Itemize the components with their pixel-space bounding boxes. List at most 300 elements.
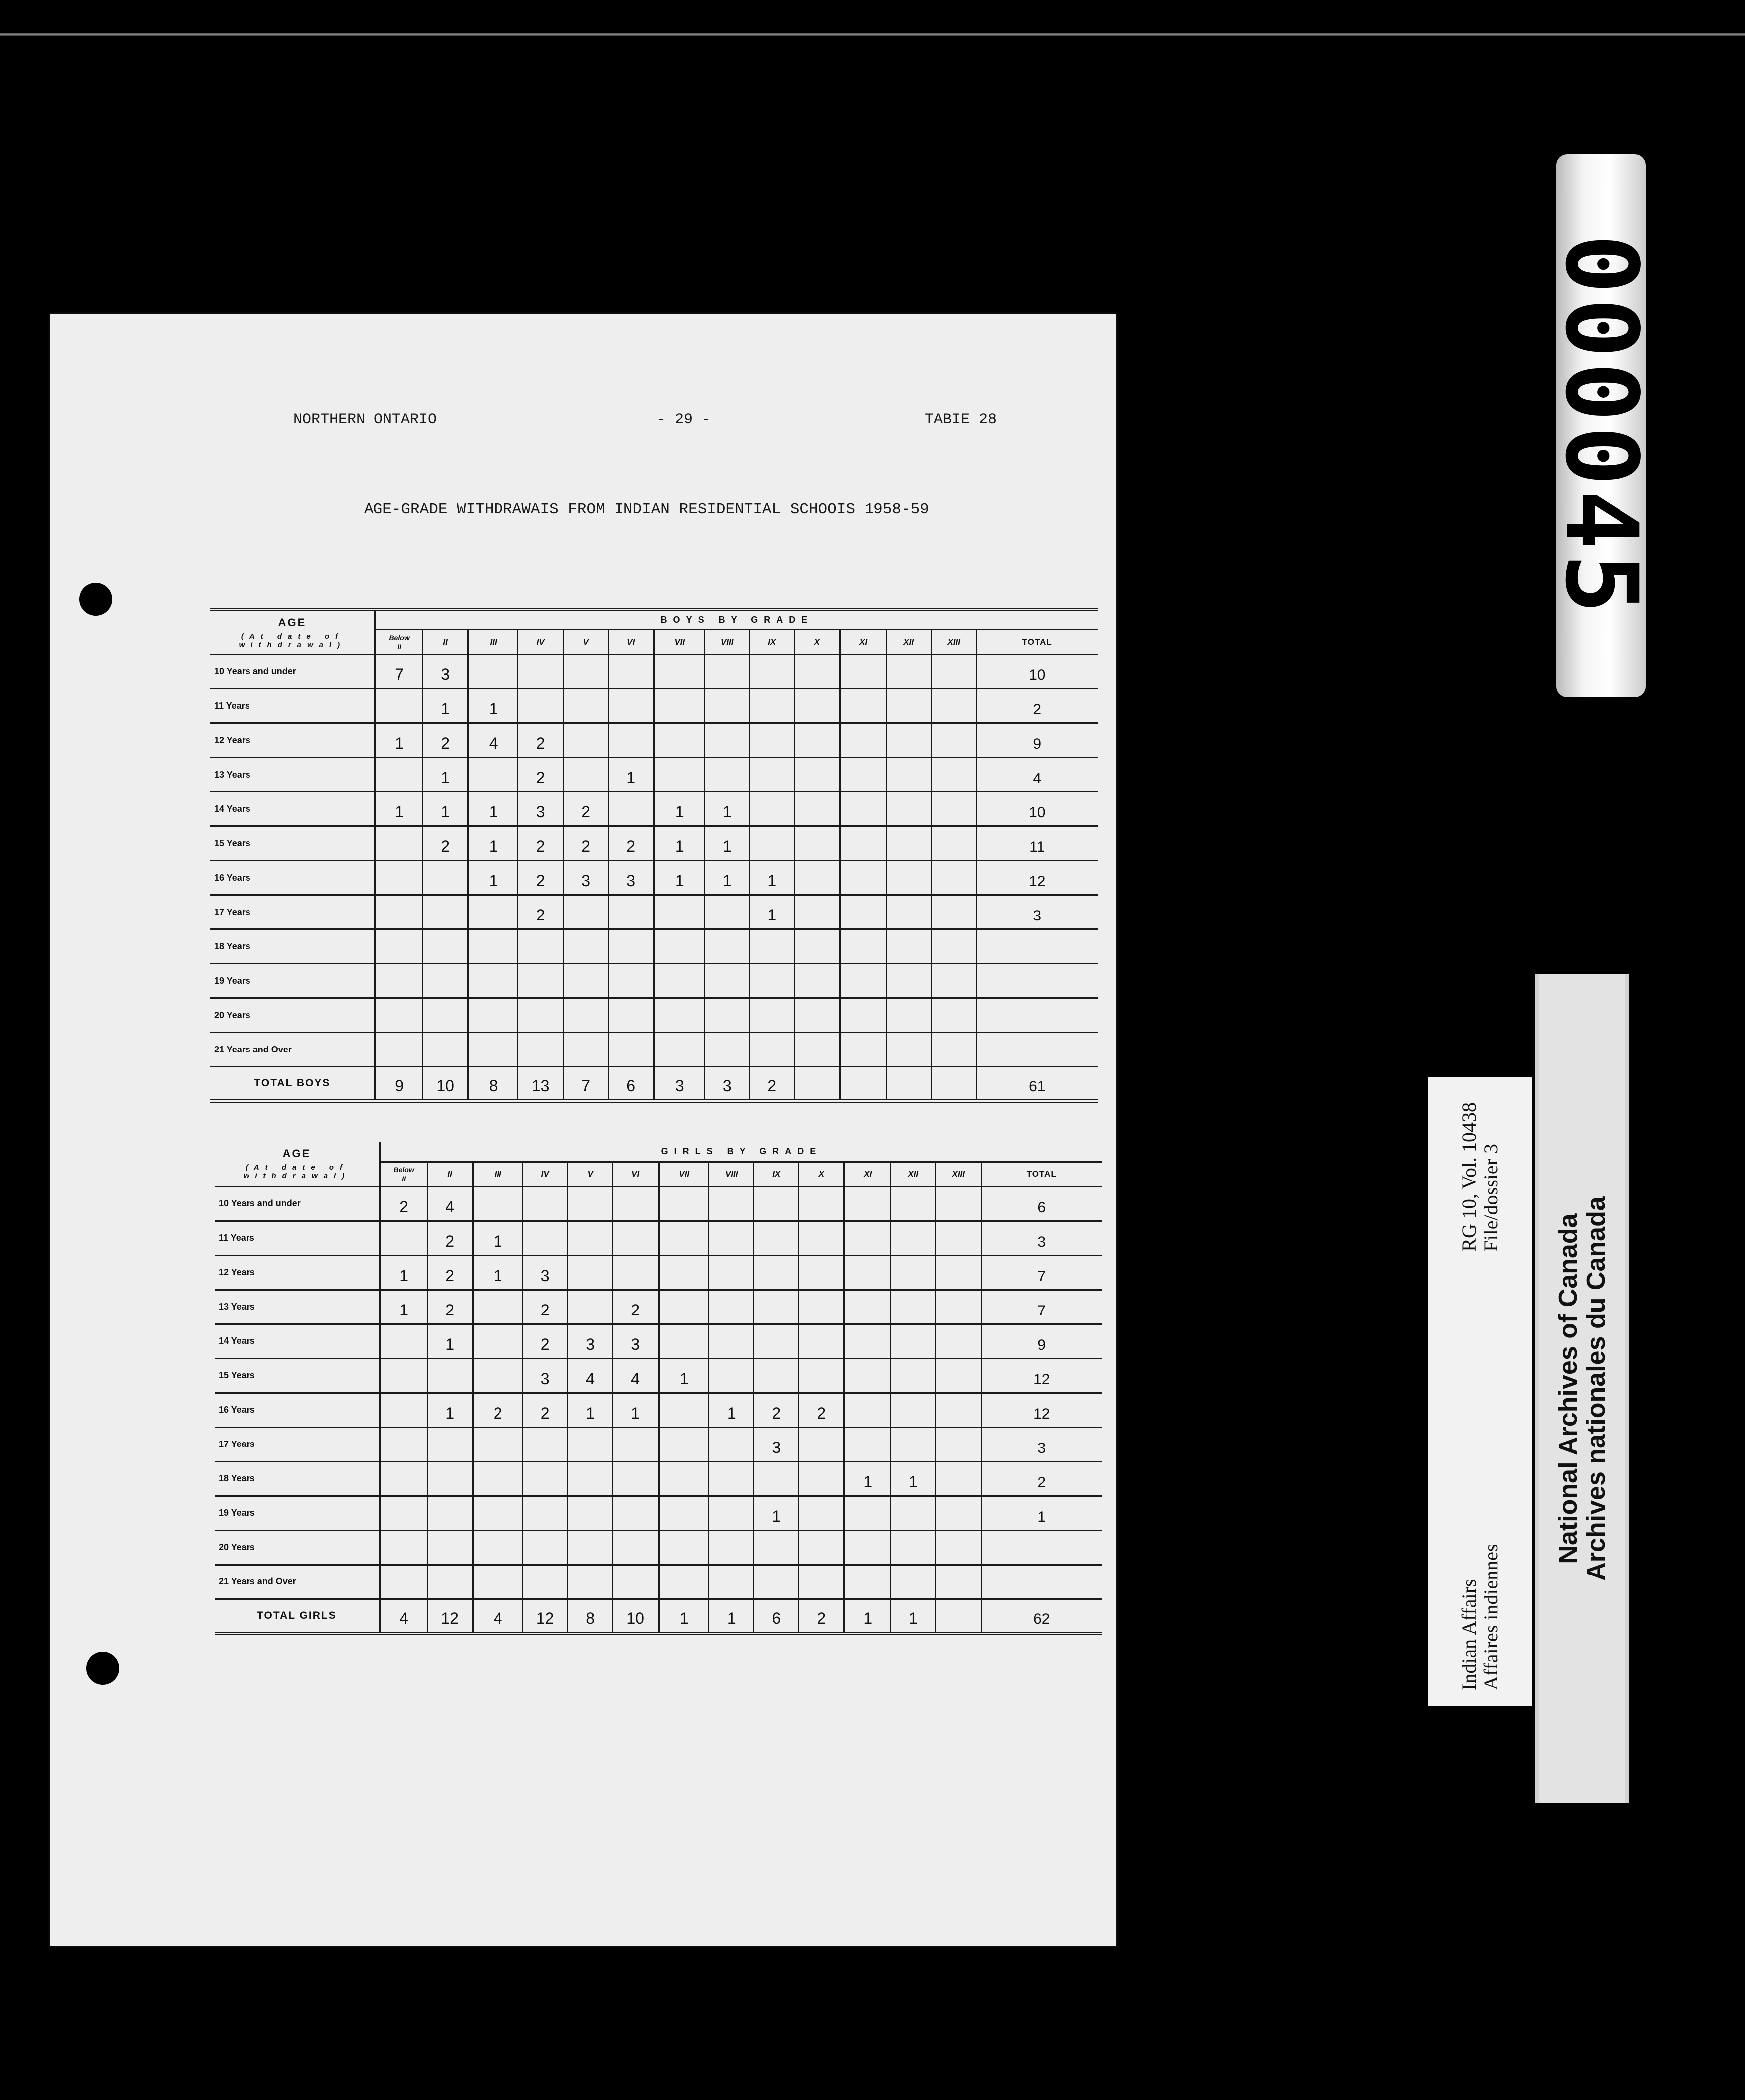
grade-header: VI [613, 1162, 659, 1186]
grade-cell [891, 1290, 936, 1324]
grade-cell [380, 1496, 428, 1530]
grade-cell: 2 [754, 1393, 799, 1427]
grade-total-cell: 8 [468, 1067, 518, 1101]
grade-cell [522, 1530, 568, 1565]
table-row [215, 1255, 1102, 1290]
grade-cell [749, 964, 795, 998]
grade-cell: 1 [844, 1461, 891, 1496]
table-row [210, 758, 1098, 792]
banner-line: National Archives of Canada [1554, 1213, 1583, 1564]
grade-cell: 2 [563, 826, 609, 861]
grade-cell [891, 1324, 936, 1358]
grade-cell: 1 [709, 1393, 754, 1427]
grade-cell [522, 1461, 568, 1496]
grade-cell [563, 895, 609, 929]
row-total: 3 [981, 1427, 1103, 1461]
grade-cell [659, 1530, 709, 1565]
grade-cell: 2 [799, 1393, 844, 1427]
grade-cell [840, 895, 886, 929]
grade-cell [886, 758, 932, 792]
grade-cell [427, 1496, 473, 1530]
grade-total-cell: 4 [380, 1599, 428, 1633]
row-total: 4 [977, 758, 1098, 792]
grade-cell [709, 1186, 754, 1221]
grade-cell [886, 689, 932, 723]
page-number: - 29 - [657, 411, 711, 428]
grade-header: XIII [936, 1162, 981, 1186]
grade-cell [473, 1186, 523, 1221]
row-total: 2 [977, 689, 1098, 723]
grade-cell [468, 655, 518, 689]
grade-cell [375, 826, 423, 861]
row-total: 11 [977, 826, 1098, 861]
grade-header: IV [518, 630, 563, 655]
grade-cell [794, 758, 840, 792]
age-label: 19 Years [210, 964, 375, 998]
grade-cell: 3 [518, 792, 563, 826]
grade-cell [375, 929, 423, 964]
grade-cell [375, 689, 423, 723]
grade-cell: 4 [468, 723, 518, 758]
grade-cell [659, 1565, 709, 1599]
grade-cell [518, 655, 563, 689]
grade-cell [936, 1221, 981, 1255]
grade-cell [891, 1358, 936, 1393]
grade-cell [568, 1496, 613, 1530]
grade-cell: 7 [375, 655, 423, 689]
grade-cell: 3 [754, 1427, 799, 1461]
grade-cell [794, 655, 840, 689]
grade-cell: 2 [613, 1290, 659, 1324]
grade-header: X [799, 1162, 844, 1186]
label-line: Affaires indiennes [1480, 1544, 1502, 1690]
grade-cell [891, 1393, 936, 1427]
grade-header: VII [659, 1162, 709, 1186]
grade-cell [522, 1427, 568, 1461]
grade-cell [840, 655, 886, 689]
grade-cell [709, 1290, 754, 1324]
grade-cell [936, 1461, 981, 1496]
grade-cell [659, 1393, 709, 1427]
grade-cell [380, 1427, 428, 1461]
grade-cell [931, 655, 977, 689]
grade-cell: 2 [518, 826, 563, 861]
row-total: 9 [981, 1324, 1103, 1358]
grade-cell [794, 689, 840, 723]
label-line: RG 10, Vol. 10438 [1458, 1102, 1480, 1252]
grade-cell: 2 [518, 758, 563, 792]
grade-cell [931, 689, 977, 723]
grade-cell [799, 1358, 844, 1393]
label-line: File/dossier 3 [1480, 1144, 1502, 1252]
age-label: 16 Years [215, 1393, 380, 1427]
grade-cell [936, 1427, 981, 1461]
table-row [210, 689, 1098, 723]
grade-total-cell: 12 [522, 1599, 568, 1633]
grade-cell [375, 964, 423, 998]
grade-total-cell: 12 [427, 1599, 473, 1633]
grade-cell [840, 964, 886, 998]
grade-cell [375, 895, 423, 929]
girls-table [215, 1142, 1102, 1635]
grade-cell [844, 1290, 891, 1324]
grade-cell: 2 [427, 1221, 473, 1255]
grade-cell: 4 [613, 1358, 659, 1393]
grade-total-cell: 10 [423, 1067, 468, 1101]
grade-cell [659, 1186, 709, 1221]
grade-cell [749, 826, 795, 861]
grade-cell [704, 964, 749, 998]
grade-cell [522, 1565, 568, 1599]
grade-cell: 3 [608, 861, 654, 895]
table-row [210, 826, 1098, 861]
grade-total-cell: 13 [518, 1067, 563, 1101]
grade-cell: 2 [522, 1324, 568, 1358]
grade-cell: 1 [654, 861, 705, 895]
grade-cell [840, 1033, 886, 1067]
grade-total-cell: 1 [659, 1599, 709, 1633]
grade-cell [754, 1358, 799, 1393]
grade-header: IX [749, 630, 795, 655]
grade-cell: 4 [427, 1186, 473, 1221]
grade-cell [931, 895, 977, 929]
grade-cell [468, 895, 518, 929]
grade-cell: 1 [754, 1496, 799, 1530]
grade-cell [375, 861, 423, 895]
grade-cell [568, 1565, 613, 1599]
grade-cell [794, 929, 840, 964]
grade-cell [886, 826, 932, 861]
grade-cell: 2 [427, 1290, 473, 1324]
grade-total-cell: 2 [799, 1599, 844, 1633]
table-row [215, 1530, 1102, 1565]
grade-cell: 2 [423, 826, 468, 861]
grade-cell [613, 1565, 659, 1599]
grade-cell [891, 1530, 936, 1565]
grand-total: 62 [981, 1599, 1103, 1633]
grade-cell [380, 1393, 428, 1427]
grade-cell [427, 1427, 473, 1461]
age-column-header: AGE (At date of withdrawal) [210, 610, 375, 655]
grade-cell [568, 1290, 613, 1324]
age-label: 16 Years [210, 861, 375, 895]
table-number: TABIE 28 [925, 411, 997, 428]
total-header: TOTAL [977, 630, 1098, 655]
grade-cell: 3 [613, 1324, 659, 1358]
grade-total-cell: 1 [844, 1599, 891, 1633]
grade-cell [844, 1565, 891, 1599]
grade-cell [704, 1033, 749, 1067]
grade-header: XII [886, 630, 932, 655]
grade-cell [423, 929, 468, 964]
grade-cell [473, 1358, 523, 1393]
grade-cell: 1 [427, 1393, 473, 1427]
grade-cell [936, 1290, 981, 1324]
grade-cell [473, 1290, 523, 1324]
grade-cell [704, 758, 749, 792]
grade-cell [518, 929, 563, 964]
grade-total-cell: 1 [709, 1599, 754, 1633]
grade-cell [709, 1496, 754, 1530]
grade-cell [427, 1461, 473, 1496]
grade-cell [886, 655, 932, 689]
grade-cell [473, 1496, 523, 1530]
grade-header: II [427, 1162, 473, 1186]
grade-header: III [468, 630, 518, 655]
table-row [215, 1186, 1102, 1221]
grade-cell [931, 792, 977, 826]
grade-header: III [473, 1162, 523, 1186]
grade-cell [659, 1324, 709, 1358]
table-row [210, 1033, 1098, 1067]
grade-cell [473, 1324, 523, 1358]
grade-cell [886, 998, 932, 1033]
grade-cell: 1 [423, 792, 468, 826]
grade-cell [375, 1033, 423, 1067]
grade-cell [844, 1358, 891, 1393]
grade-cell [654, 929, 705, 964]
table-row [210, 861, 1098, 895]
grade-cell [891, 1496, 936, 1530]
grade-cell: 1 [654, 792, 705, 826]
grade-cell [749, 1033, 795, 1067]
grade-cell: 1 [427, 1324, 473, 1358]
grade-cell [936, 1530, 981, 1565]
grade-cell: 1 [423, 758, 468, 792]
grade-cell: 1 [704, 792, 749, 826]
grade-cell [608, 723, 654, 758]
grade-cell [659, 1255, 709, 1290]
grade-total-cell [931, 1067, 977, 1101]
grade-cell: 3 [563, 861, 609, 895]
grade-cell [794, 792, 840, 826]
grade-cell [794, 723, 840, 758]
grade-cell [659, 1496, 709, 1530]
grade-cell: 1 [613, 1393, 659, 1427]
grade-cell [468, 998, 518, 1033]
age-label: 10 Years and under [210, 655, 375, 689]
row-total: 2 [981, 1461, 1103, 1496]
grade-cell: 1 [608, 758, 654, 792]
row-total: 12 [981, 1393, 1103, 1427]
grade-cell [754, 1565, 799, 1599]
grade-cell [709, 1530, 754, 1565]
grade-cell [563, 689, 609, 723]
grade-cell [654, 723, 705, 758]
grade-header: XIII [931, 630, 977, 655]
grade-cell [568, 1255, 613, 1290]
label-line: Indian Affairs [1458, 1579, 1480, 1690]
grade-cell [654, 689, 705, 723]
grade-header: II [423, 630, 468, 655]
grade-cell [380, 1530, 428, 1565]
grade-total-cell [840, 1067, 886, 1101]
archives-banner [1535, 974, 1629, 1803]
grade-cell [423, 861, 468, 895]
grade-cell [380, 1461, 428, 1496]
grade-cell [931, 758, 977, 792]
grade-cell: 1 [375, 723, 423, 758]
grade-cell: 1 [654, 826, 705, 861]
frame-number-stamp [1543, 154, 1659, 697]
grade-cell [563, 723, 609, 758]
row-total: 10 [977, 655, 1098, 689]
table-row [215, 1221, 1102, 1255]
grade-cell: 3 [423, 655, 468, 689]
grade-cell [380, 1324, 428, 1358]
grade-cell [886, 895, 932, 929]
grand-total: 61 [977, 1067, 1098, 1101]
grade-cell [473, 1427, 523, 1461]
punch-hole [86, 1652, 119, 1685]
grade-cell: 1 [380, 1290, 428, 1324]
grade-cell [931, 1033, 977, 1067]
grade-cell [886, 723, 932, 758]
age-label: 18 Years [210, 929, 375, 964]
grade-cell [704, 998, 749, 1033]
grade-cell [568, 1461, 613, 1496]
grade-cell: 1 [749, 895, 795, 929]
grade-cell [613, 1530, 659, 1565]
grade-cell [518, 964, 563, 998]
grade-cell [844, 1255, 891, 1290]
table-row [215, 1427, 1102, 1461]
grade-cell [709, 1255, 754, 1290]
grade-cell: 1 [375, 792, 423, 826]
grade-cell [799, 1530, 844, 1565]
grade-header: X [794, 630, 840, 655]
age-label: 11 Years [215, 1221, 380, 1255]
grade-cell [654, 964, 705, 998]
grade-header: V [563, 630, 609, 655]
grade-cell [375, 758, 423, 792]
grade-cell: 2 [518, 723, 563, 758]
girls-grade-heading: GIRLS BY GRADE [380, 1142, 1102, 1162]
grade-header: IV [522, 1162, 568, 1186]
table-row [215, 1496, 1102, 1530]
row-total [977, 929, 1098, 964]
grade-cell [754, 1324, 799, 1358]
grade-cell [749, 758, 795, 792]
grade-cell [709, 1461, 754, 1496]
grade-cell [844, 1393, 891, 1427]
grade-cell [423, 1033, 468, 1067]
grade-header: XI [840, 630, 886, 655]
grade-cell [608, 929, 654, 964]
grade-cell [608, 655, 654, 689]
age-label: 12 Years [210, 723, 375, 758]
grade-cell: 2 [473, 1393, 523, 1427]
table-row [215, 1324, 1102, 1358]
grade-cell [794, 964, 840, 998]
grade-cell: 1 [568, 1393, 613, 1427]
grade-cell [608, 792, 654, 826]
punch-hole [79, 583, 112, 616]
grade-cell: 2 [380, 1186, 428, 1221]
grade-cell [891, 1565, 936, 1599]
grade-cell [522, 1496, 568, 1530]
grade-cell [518, 1033, 563, 1067]
grade-cell [754, 1186, 799, 1221]
grade-cell [931, 723, 977, 758]
age-label: 18 Years [215, 1461, 380, 1496]
grade-cell [654, 895, 705, 929]
grade-total-cell: 9 [375, 1067, 423, 1101]
grade-cell [468, 1033, 518, 1067]
grade-cell [468, 964, 518, 998]
grade-cell [613, 1255, 659, 1290]
grade-cell: 1 [749, 861, 795, 895]
banner-line: Archives nationales du Canada [1582, 1196, 1611, 1581]
grade-cell [468, 929, 518, 964]
age-label: 19 Years [215, 1496, 380, 1530]
grade-cell [891, 1427, 936, 1461]
grade-header: VIII [709, 1162, 754, 1186]
grade-cell [794, 895, 840, 929]
age-label: 15 Years [215, 1358, 380, 1393]
grade-cell: 1 [704, 826, 749, 861]
grade-cell [608, 689, 654, 723]
document-title: AGE-GRADE WITHDRAWAIS FROM INDIAN RESIDENTIAL SCHOOIS 1958-59 [364, 501, 929, 518]
grade-cell [844, 1427, 891, 1461]
grade-cell: 1 [468, 792, 518, 826]
boys-grade-heading: BOYS BY GRADE [375, 610, 1098, 630]
grade-cell [891, 1255, 936, 1290]
table-row [210, 964, 1098, 998]
grade-cell [749, 689, 795, 723]
grade-cell [931, 826, 977, 861]
grade-cell [840, 998, 886, 1033]
grade-cell: 2 [518, 895, 563, 929]
grade-cell [518, 998, 563, 1033]
grade-cell [704, 929, 749, 964]
grade-cell: 3 [522, 1358, 568, 1393]
grade-cell: 1 [468, 861, 518, 895]
grade-cell [936, 1393, 981, 1427]
total-row [210, 1067, 1098, 1101]
grade-cell [799, 1221, 844, 1255]
region-heading: NORTHERN ONTARIO [293, 411, 437, 428]
grade-cell: 1 [473, 1255, 523, 1290]
grade-cell: 2 [522, 1393, 568, 1427]
grade-cell [840, 826, 886, 861]
grade-header: VII [654, 630, 705, 655]
grade-cell [704, 655, 749, 689]
grade-cell [840, 861, 886, 895]
age-label: 13 Years [215, 1290, 380, 1324]
grade-cell: 1 [659, 1358, 709, 1393]
grade-cell [709, 1221, 754, 1255]
grade-cell [799, 1255, 844, 1290]
age-label: 15 Years [210, 826, 375, 861]
grade-cell [659, 1461, 709, 1496]
age-label: 10 Years and under [215, 1186, 380, 1221]
grade-cell [799, 1186, 844, 1221]
row-total: 3 [977, 895, 1098, 929]
grade-total-cell: 3 [654, 1067, 705, 1101]
grade-header: XII [891, 1162, 936, 1186]
grade-cell: 2 [608, 826, 654, 861]
grade-cell [608, 998, 654, 1033]
age-label: 13 Years [210, 758, 375, 792]
table-row [210, 792, 1098, 826]
grade-cell [473, 1565, 523, 1599]
grade-cell [704, 689, 749, 723]
grade-total-cell: 10 [613, 1599, 659, 1633]
grade-cell [936, 1324, 981, 1358]
row-total: 10 [977, 792, 1098, 826]
grade-cell: 2 [563, 792, 609, 826]
